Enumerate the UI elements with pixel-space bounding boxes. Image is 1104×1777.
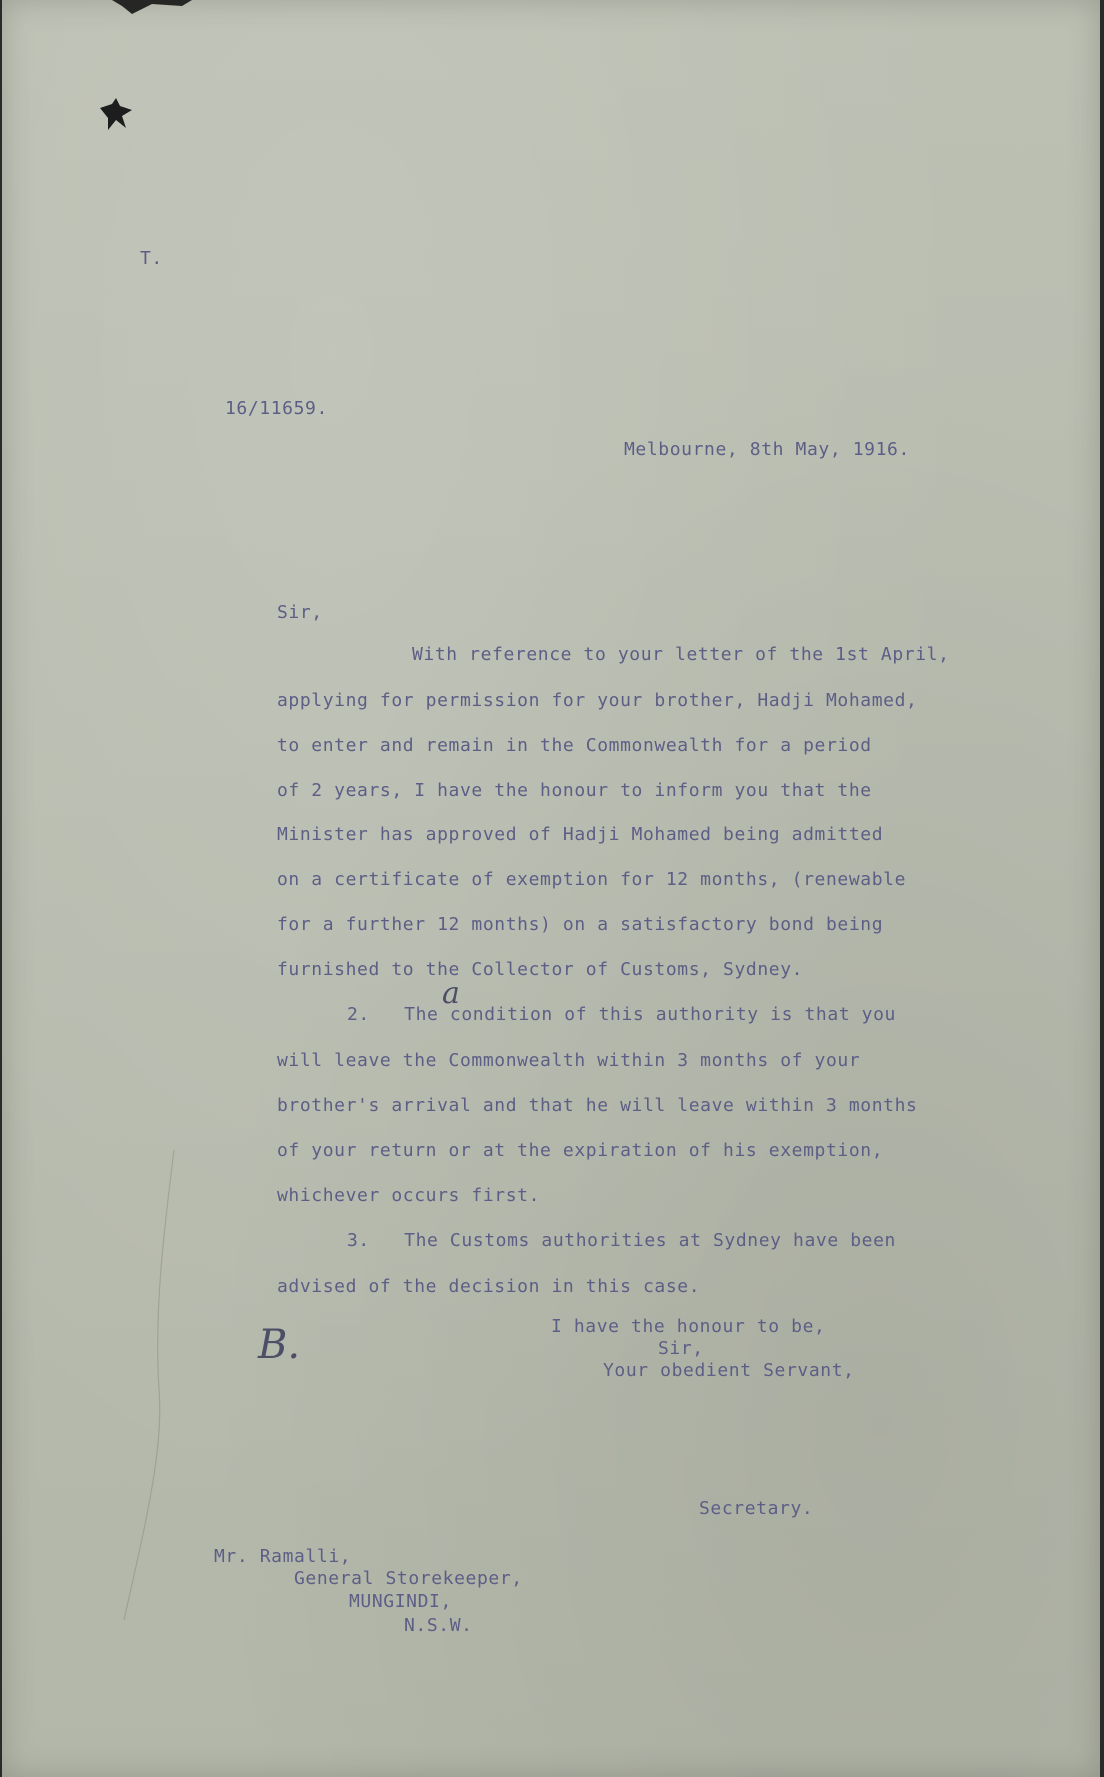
paragraph-line: of your return or at the expiration of his exemption, — [277, 1140, 884, 1161]
paragraph-line: brother's arrival and that he will leave within 3 months — [277, 1095, 918, 1116]
salutation: Sir, — [277, 602, 323, 623]
paragraph-line: 2. The condition of this authority is that you — [347, 1004, 896, 1025]
ink-blot-mark — [96, 98, 136, 134]
paragraph-line: furnished to the Collector of Customs, Sydney. — [277, 959, 804, 980]
address-line: General Storekeeper, — [294, 1568, 523, 1589]
address-line: MUNGINDI, — [349, 1591, 452, 1612]
top-edge-damage — [112, 0, 192, 18]
paragraph-line: to enter and remain in the Commonwealth for a period — [277, 735, 872, 756]
paragraph-line: 3. The Customs authorities at Sydney have been — [347, 1230, 896, 1251]
paragraph-line: applying for permission for your brother, Hadji Mohamed, — [277, 690, 918, 711]
handwritten-initial: B. — [258, 1322, 301, 1368]
letter-page — [2, 0, 1100, 1777]
paragraph-line: for a further 12 months) on a satisfactory bond being — [277, 914, 884, 935]
closing-line: I have the honour to be, — [551, 1316, 826, 1337]
address-line: N.S.W. — [404, 1615, 473, 1636]
closing-line: Sir, — [658, 1338, 704, 1359]
address-line: Mr. Ramalli, — [214, 1546, 352, 1567]
signature-title: Secretary. — [699, 1498, 814, 1519]
reference-number: 16/11659. — [225, 398, 328, 419]
paragraph-line: of 2 years, I have the honour to inform you that the — [277, 780, 872, 801]
paragraph-line: whichever occurs first. — [277, 1185, 541, 1206]
paragraph-line: advised of the decision in this case. — [277, 1276, 701, 1297]
closing-line: Your obedient Servant, — [603, 1360, 855, 1381]
paragraph-line: Minister has approved of Hadji Mohamed being admitted — [277, 824, 884, 845]
paragraph-line: on a certificate of exemption for 12 months, (renewable — [277, 869, 907, 890]
handwritten-correction: a — [442, 976, 460, 1011]
paragraph-line: With reference to your letter of the 1st April, — [412, 644, 950, 665]
marginal-mark: T. — [140, 248, 163, 269]
paragraph-line: will leave the Commonwealth within 3 months of your — [277, 1050, 861, 1071]
pencil-margin-line — [114, 1150, 184, 1630]
place-date: Melbourne, 8th May, 1916. — [624, 439, 910, 460]
